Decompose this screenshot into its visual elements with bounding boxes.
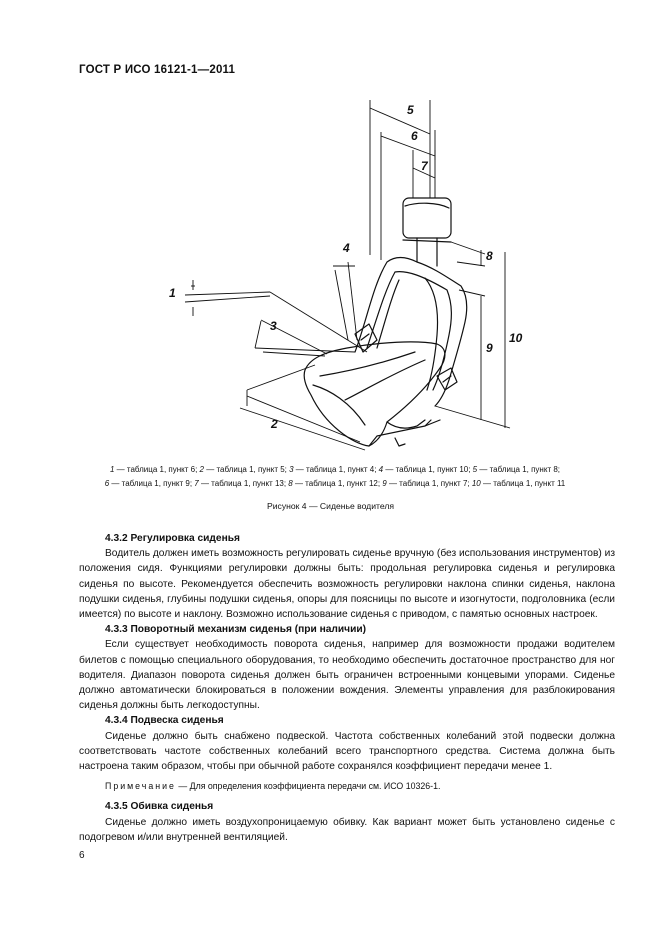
- document-header: ГОСТ Р ИСО 16121-1—2011: [79, 64, 236, 76]
- dimension-callouts: [169, 103, 523, 431]
- callout-5: 5: [407, 103, 414, 117]
- note: [79, 779, 615, 794]
- legend-entry: 3 — таблица 1, пункт 4;: [289, 465, 379, 474]
- callout-6: 6: [411, 129, 418, 143]
- section-heading-4-3-2: 4.3.2 Регулировка сиденья: [105, 533, 240, 544]
- document-body: [79, 531, 615, 845]
- callout-2: 2: [271, 417, 278, 431]
- legend-entry: 8 — таблица 1, пункт 12;: [288, 479, 383, 488]
- callout-7: 7: [421, 159, 428, 173]
- legend-entry: 10 — таблица 1, пункт 11: [471, 479, 566, 488]
- callout-10: 10: [509, 331, 523, 345]
- legend-entry: 2 — таблица 1, пункт 5;: [199, 465, 290, 474]
- seat-cushion: [304, 342, 445, 446]
- legend-entry: 4 — таблица 1, пункт 10;: [378, 465, 473, 474]
- legend-line-1: [70, 463, 600, 477]
- legend-line-2: [70, 477, 600, 491]
- callout-8: 8: [486, 249, 493, 263]
- callout-3: 3: [270, 319, 277, 333]
- figure-title: Рисунок 4 — Сиденье водителя: [266, 501, 394, 511]
- figure-legend: [70, 463, 600, 491]
- section-heading-4-3-4: 4.3.4 Подвеска сиденья: [105, 715, 224, 727]
- callout-4: 4: [343, 241, 350, 255]
- section-text-4-3-2: Водитель должен иметь возможность регулировать сиденье вручную (без использования инструментов) из положения сидя. Функциями регулировки должны быть: продольная регулировка сиденья и регулировка сиденья по высоте. Рекомендуется обеспечить возможность регулировки наклона спинки сиденья, наклона подушки сиденья, глубины подушки сиденья, опоры для поясницы по высоте и изогнутости, подголовника (если имеется) по высоте и наклону. Возможно использование сиденья с приводом, с памятью основных настроек.: [79, 548, 615, 621]
- callout-9: 9: [486, 341, 493, 355]
- driver-seat-diagram: [155, 90, 555, 455]
- section-text-4-3-3: Если существует необходимость поворота сиденья, например для возможности продажи водителем билетов с помощью специального оборудования, то необходимо обеспечить достаточное пространство для ног водителя. Диапазон поворота сиденья должен быть ограничен встроенными концевыми упорами. Сиденье должно автоматически блокироваться в положении вождения. Элементы управления для разблокирования сиденья должны быть легкодоступны.: [79, 639, 615, 712]
- section-text-4-3-4: Сиденье должно быть снабжено подвеской. Частота собственных колебаний этой подвески должна соответствовать частоте собственных колебаний всего транспортного средства. Система должна быть настроена таким образом, чтобы при обычной работе сохранялся коэффициент передачи менее 1.: [79, 730, 615, 773]
- section-text-4-3-5: Сиденье должно иметь воздухопроницаемую обивку. Как вариант может быть установлено сиденье с подогревом и/или внутренней вентиляцией.: [79, 816, 615, 843]
- legend-entry: 7 — таблица 1, пункт 13;: [194, 479, 289, 488]
- callout-1: 1: [169, 286, 176, 300]
- note-label: Примечание: [105, 781, 176, 792]
- section-heading-4-3-5: 4.3.5 Обивка сиденья: [105, 801, 214, 813]
- section-heading-4-3-3: 4.3.3 Поворотный механизм сиденья (при наличии): [105, 624, 367, 636]
- note-text: — Для определения коэффициента передачи см. ИСО 10326-1.: [175, 781, 441, 792]
- legend-entry: 6 — таблица 1, пункт 9;: [104, 479, 195, 488]
- legend-entry: 9 — таблица 1, пункт 7;: [382, 479, 472, 488]
- page-number: 6: [79, 850, 85, 861]
- legend-entry: 1 — таблица 1, пункт 6;: [109, 465, 200, 474]
- legend-entry: 5 — таблица 1, пункт 8;: [472, 465, 560, 474]
